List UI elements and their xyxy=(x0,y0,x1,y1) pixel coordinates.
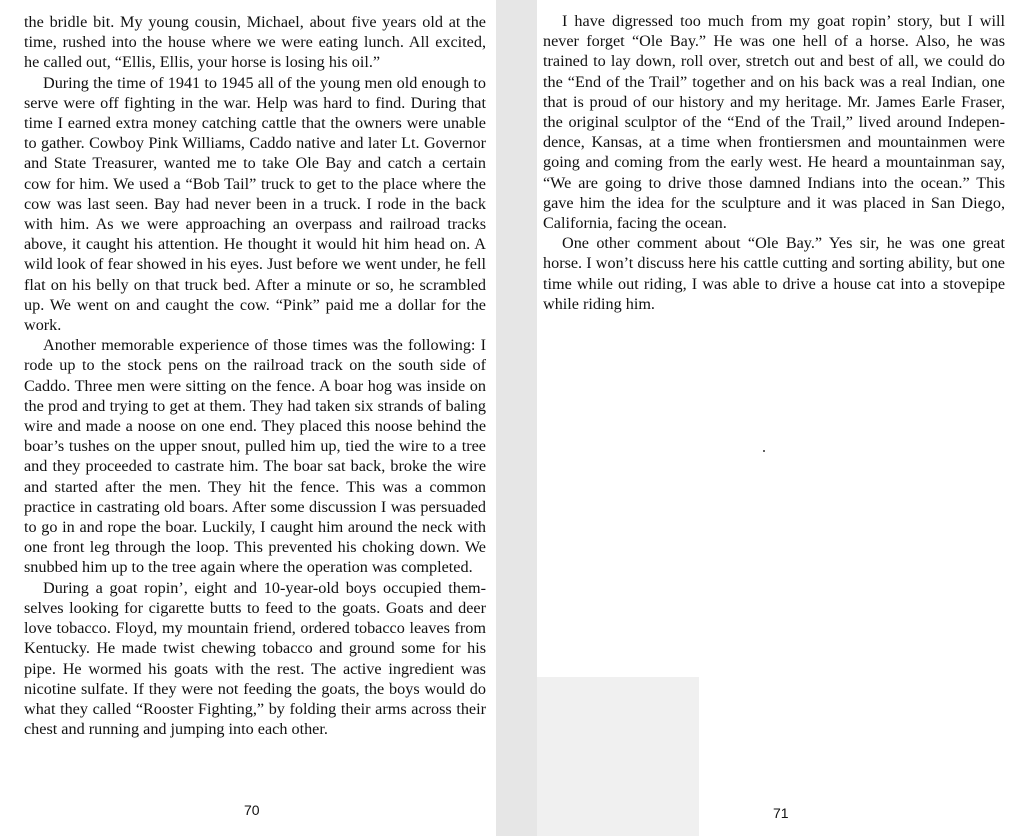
paragraph: Another memorable experience of those times was the following: I rode up to the stock pens on the railroad track on the south side of Caddo. Three men were sitting on the fence. A boar hog was inside on the prod and trying to get at them. They had taken six strands of baling wire and made a noose on one end. They placed this noose behind the boar’s tushes on the upper snout, pulled him up, tied the wire to a tree and they proceeded to castrate him. The boar sat back, broke the wire and started after the men. They hit the fence. This was a common practice in castrating old boars. After some discussion I was persuaded to go in and rope the boar. Luckily, I caught him around the neck with one front leg through the loop. This prevented his choking down. We snubbed him up to the tree again where the operation was completed. xyxy=(24,336,486,577)
left-page-text xyxy=(24,12,486,739)
paragraph: I have digressed too much from my goat ropin’ story, but I will never forget “Ole Bay.” He was one hell of a horse. Also, he was trained to lay down, roll over, stretch out and best of all, we could do the “End of the Trail” together and on his back was a real Indian, one that is proud of our history and my heritage. Mr. James Earle Fraser, the original sculptor of the “End of the Trail,” lived around Independence, Kansas, at a time when frontiersmen and mountainmen were going and coming from the early west. He heard a mountainman say, “We are going to drive those damned Indians into the ocean.” This gave him the idea for the sculpture and it was placed in San Diego, California, facing the ocean. xyxy=(543,12,1005,233)
right-page-text xyxy=(543,11,1005,314)
page-number-left: 70 xyxy=(244,802,260,818)
paragraph: the bridle bit. My young cousin, Michael, about five years old at the time, rushed into the house where we were eating lunch. All excited, he called out, “Ellis, Ellis, your horse is losing his oil.” xyxy=(24,13,486,72)
paragraph: During a goat ropin’, eight and 10-year-old boys occupied themselves looking for cigarette butts to feed to the goats. Goats and deer love tobacco. Floyd, my mountain friend, ordered tobacco leaves from Kentucky. He made twist chewing tobacco and ground some for his pipe. He wormed his goats with the rest. The active ingredient was nicotine sulfate. If they were not feeding the goats, the boys would do what they called “Rooster Fighting,” by folding their arms across their chest and running and jumping into each other. xyxy=(24,578,486,739)
page-gutter xyxy=(496,0,537,836)
paragraph: One other comment about “Ole Bay.” Yes sir, he was one great horse. I won’t discuss here his cattle cutting and sorting ability, but one time while out riding, I was able to drive a house cat into a stovepipe while riding him. xyxy=(543,234,1005,313)
paragraph: During the time of 1941 to 1945 all of the young men old enough to serve were off fighting in the war. Help was hard to find. During that time I earned extra money catching cattle that the owners were unable to gather. Cowboy Pink Williams, Caddo native and later Lt. Governor and State Treasurer, wanted me to take Ole Bay and catch a certain cow for him. We used a “Bob Tail” truck to get to the place where the cow was last seen. Bay had never been in a truck. I rode in the back with him. As we were approaching an overpass and railroad tracks above, it caught his attention. He thought it would hit him head on. A wild look of fear showed in his eyes. Just before we went under, he fell flat on his belly on that truck bed. After a minute or so, he scrambled up. We went on and caught the cow. “Pink” paid me a dollar for the work. xyxy=(24,73,486,335)
scan-speck xyxy=(763,450,765,452)
right-page-shadow-area xyxy=(537,677,699,836)
right-page-footer-area xyxy=(699,677,1024,836)
page-number-right: 71 xyxy=(773,805,789,821)
